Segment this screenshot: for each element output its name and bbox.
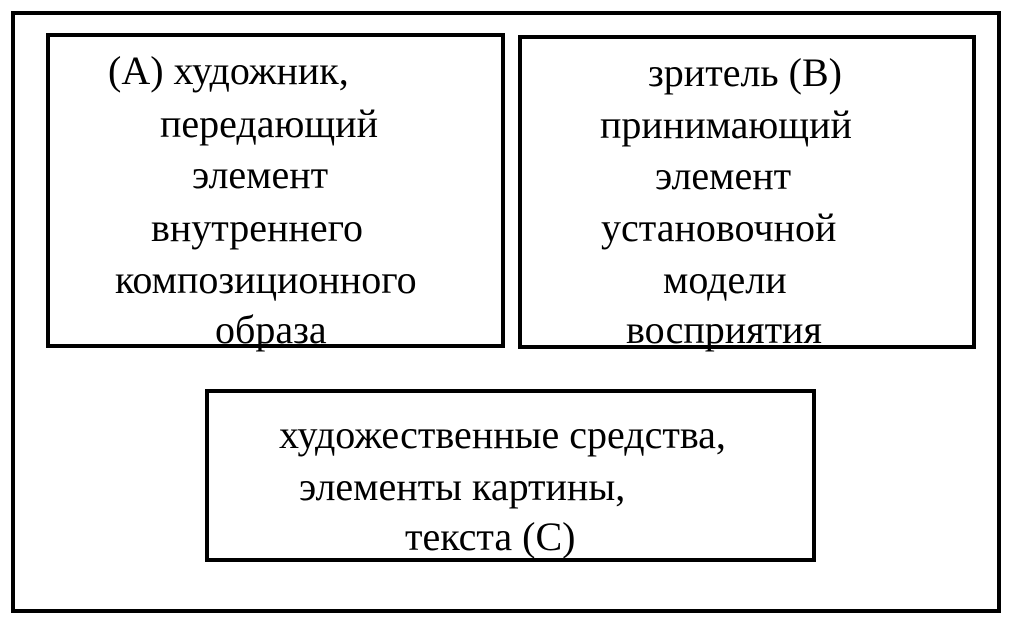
box-means-c (205, 389, 816, 562)
box-a-line-3: элемент (192, 152, 329, 197)
box-a-line-4: внутреннего (151, 205, 363, 250)
box-viewer-b (518, 35, 976, 352)
box-c-line-3: текста (С) (405, 514, 576, 559)
box-b-line-1: зритель (В) (648, 50, 842, 95)
box-b-line-5: модели (663, 257, 787, 302)
box-b-line-6: восприятия (626, 307, 822, 352)
box-a-line-1: (А) художник, (108, 48, 349, 93)
box-artist-a (46, 33, 505, 352)
box-c-line-1: художественные средства, (279, 412, 726, 457)
box-a-line-2: передающий (160, 101, 378, 146)
box-b-line-3: элемент (655, 153, 792, 198)
box-a-line-6: образа (215, 307, 327, 352)
box-b-line-4: установочной (601, 205, 837, 250)
box-a-line-5: композиционного (115, 257, 417, 302)
box-b-line-2: принимающий (600, 102, 852, 147)
box-c-line-2: элементы картины, (299, 464, 626, 509)
